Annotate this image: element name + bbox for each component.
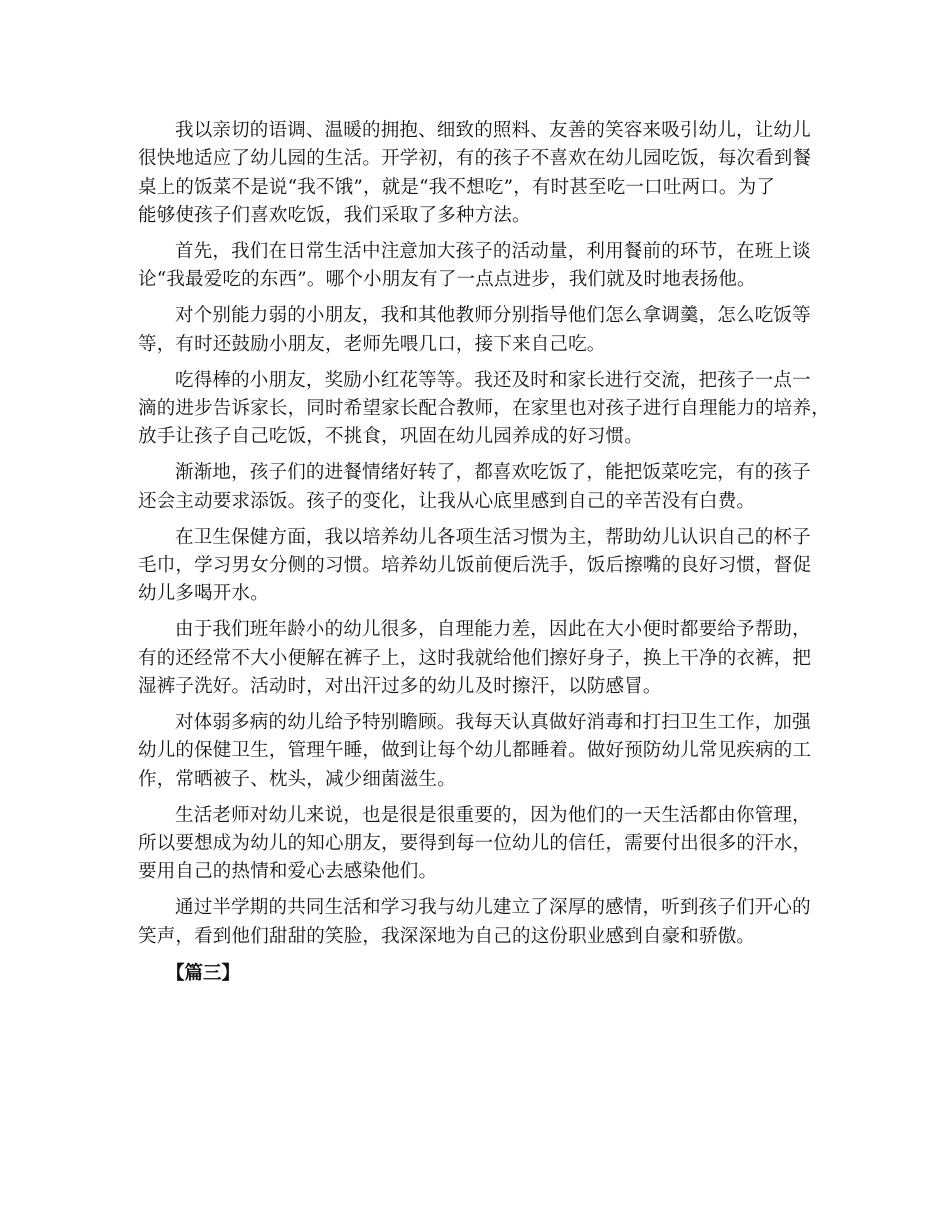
paragraph-line: 桌上的饭菜不是说“我不饿”，就是“我不想吃”，有时甚至吃一口吐两口。为了 [138, 176, 776, 198]
section-heading: 【篇三】 [166, 963, 241, 985]
paragraph-line: 吃得棒的小朋友，奖励小红花等等。我还及时和家长进行交流，把孩子一点一 [175, 369, 811, 391]
paragraph-line: 笑声，看到他们甜甜的笑脸，我深深地为自己的这份职业感到自豪和骄傲。 [138, 925, 756, 947]
paragraph-line: 渐渐地，孩子们的进餐情绪好转了，都喜欢吃饭了，能把饭菜吃完，有的孩子 [175, 462, 811, 484]
paragraph-4 [138, 367, 830, 452]
paragraph-line: 放手让孩子自己吃饭，不挑食，巩固在幼儿园养成的好习惯。 [138, 426, 643, 448]
paragraph-line: 毛巾，学习男女分侧的习惯。培养幼儿饭前便后洗手，饭后擦嘴的良好习惯，督促 [138, 554, 812, 576]
paragraph-line: 由于我们班年龄小的幼儿很多，自理能力差，因此在大小便时都要给予帮助， [175, 619, 811, 641]
paragraph-9 [138, 802, 814, 887]
paragraph-line: 湿裤子洗好。活动时，对出汗过多的幼儿及时擦汗，以防感冒。 [138, 676, 662, 698]
paragraph-2 [138, 238, 814, 295]
paragraph-line: 论“我最爱吃的东西”。哪个小朋友有了一点点进步，我们就及时地表扬他。 [138, 269, 756, 291]
paragraph-line: 很快地适应了幼儿园的生活。开学初，有的孩子不喜欢在幼儿园吃饭，每次看到餐 [138, 148, 812, 170]
paragraph-line: 幼儿多喝开水。 [138, 583, 269, 605]
paragraph-1 [138, 117, 814, 231]
paragraph-line: 有的还经常不大小便解在裤子上，这时我就给他们擦好身子，换上干净的衣裤，把 [138, 647, 812, 669]
paragraph-line: 滴的进步告诉家长，同时希望家长配合教师，在家里也对孩子进行自理能力的培养， [138, 398, 830, 420]
paragraph-line: 首先，我们在日常生活中注意加大孩子的活动量，利用餐前的环节，在班上谈 [175, 241, 811, 263]
paragraph-line: 还会主动要求添饭。孩子的变化，让我从心底里感到自己的辛苦没有白费。 [138, 490, 756, 512]
paragraph-3 [138, 302, 814, 359]
paragraph-line: 作，常晒被子、枕头，减少细菌滋生。 [138, 768, 456, 790]
paragraph-line: 在卫生保健方面，我以培养幼儿各项生活习惯为主，帮助幼儿认识自己的杯子 [175, 526, 811, 548]
paragraph-7 [138, 616, 814, 701]
paragraph-line: 所以要想成为幼儿的知心朋友，要得到每一位幼儿的信任，需要付出很多的汗水， [138, 832, 812, 854]
paragraph-line: 生活老师对幼儿来说，也是很是很重要的，因为他们的一天生活都由你管理， [175, 804, 811, 826]
paragraph-line: 能够使孩子们喜欢吃饭，我们采取了多种方法。 [138, 205, 531, 227]
paragraph-line: 幼儿的保健卫生，管理午睡，做到让每个幼儿都睡着。做好预防幼儿常见疾病的工 [138, 740, 812, 762]
paragraph-5 [138, 459, 814, 516]
paragraph-line: 我以亲切的语调、温暖的拥抱、细致的照料、友善的笑容来吸引幼儿，让幼儿 [175, 120, 811, 141]
paragraph-line: 通过半学期的共同生活和学习我与幼儿建立了深厚的感情，听到孩子们开心的 [175, 897, 811, 919]
paragraph-line: 对个别能力弱的小朋友，我和其他教师分别指导他们怎么拿调羹，怎么吃饭等 [175, 305, 811, 327]
paragraph-6 [138, 524, 814, 609]
paragraph-line: 等，有时还鼓励小朋友，老师先喂几口，接下来自己吃。 [138, 333, 606, 355]
paragraph-8 [138, 709, 814, 794]
paragraph-line: 对体弱多病的幼儿给予特别瞻顾。我每天认真做好消毒和打扫卫生工作，加强 [175, 711, 811, 733]
paragraph-line: 要用自己的热情和爱心去感染他们。 [138, 861, 438, 883]
paragraph-10 [138, 894, 814, 951]
document-body [138, 117, 830, 988]
